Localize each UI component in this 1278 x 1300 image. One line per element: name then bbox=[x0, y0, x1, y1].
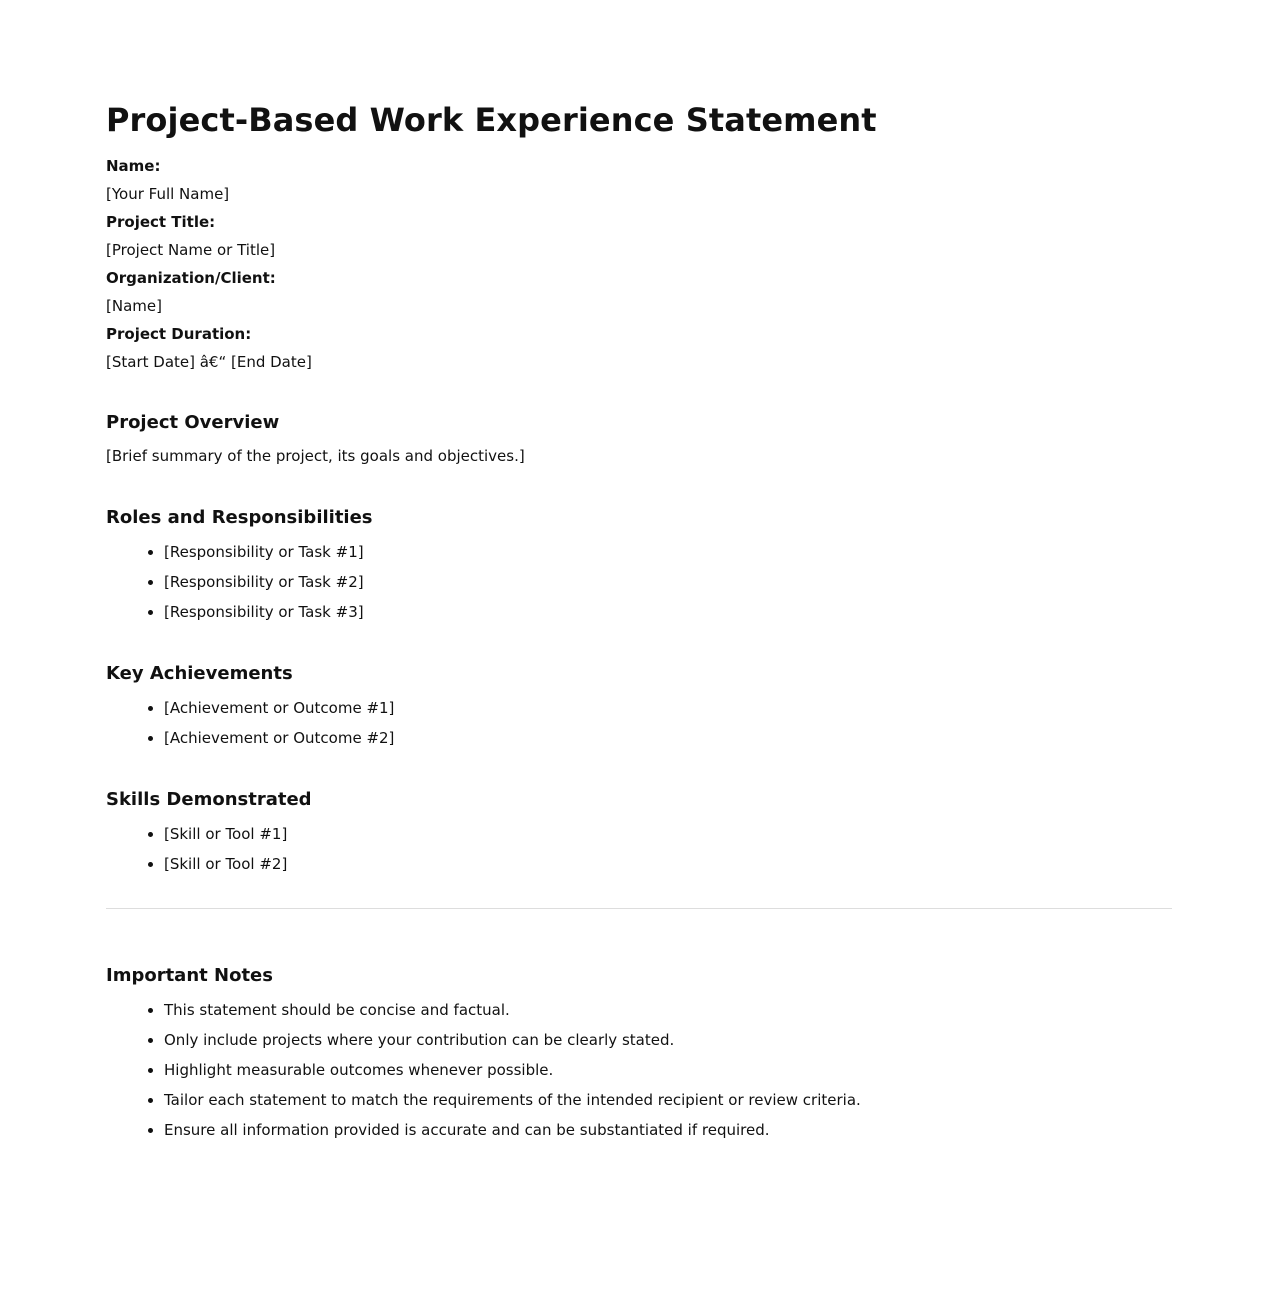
list-item: • Highlight measurable outcomes whenever possible. bbox=[164, 1060, 1172, 1080]
field-project-title bbox=[106, 212, 1172, 260]
section-overview bbox=[106, 411, 1172, 466]
notes-list bbox=[106, 1000, 1172, 1140]
section-skills bbox=[106, 788, 1172, 874]
section-achievements bbox=[106, 662, 1172, 748]
page-title: Project-Based Work Experience Statement bbox=[106, 101, 877, 139]
list-item: • [Achievement or Outcome #2] bbox=[164, 728, 1172, 748]
achievements-list bbox=[106, 698, 1172, 748]
list-item: • This statement should be concise and factual. bbox=[164, 1000, 1172, 1020]
list-item: • [Skill or Tool #1] bbox=[164, 824, 1172, 844]
overview-text: [Brief summary of the project, its goals and objectives.] bbox=[106, 447, 525, 465]
roles-list bbox=[106, 542, 1172, 622]
skills-list bbox=[106, 824, 1172, 874]
section-heading: Key Achievements bbox=[106, 663, 293, 684]
field-label: Project Title: bbox=[106, 213, 216, 231]
field-label: Organization/Client: bbox=[106, 269, 276, 287]
section-heading: Important Notes bbox=[106, 965, 273, 986]
field-value: [Name] bbox=[106, 297, 162, 315]
list-item: • Ensure all information provided is accurate and can be substantiated if required. bbox=[164, 1120, 1172, 1140]
field-name bbox=[106, 156, 1172, 204]
list-item: • Tailor each statement to match the requirements of the intended recipient or review criteria. bbox=[164, 1090, 1172, 1110]
section-heading: Skills Demonstrated bbox=[106, 789, 312, 810]
field-value: [Start Date] â€“ [End Date] bbox=[106, 353, 312, 371]
field-value: [Your Full Name] bbox=[106, 185, 230, 203]
divider bbox=[106, 908, 1172, 909]
field-duration bbox=[106, 324, 1172, 372]
field-value: [Project Name or Title] bbox=[106, 241, 276, 259]
section-notes bbox=[106, 964, 1172, 1140]
field-label: Name: bbox=[106, 157, 161, 175]
list-item: • Only include projects where your contribution can be clearly stated. bbox=[164, 1030, 1172, 1050]
field-label: Project Duration: bbox=[106, 325, 252, 343]
list-item: • [Responsibility or Task #2] bbox=[164, 572, 1172, 592]
list-item: • [Achievement or Outcome #1] bbox=[164, 698, 1172, 718]
list-item: • [Responsibility or Task #1] bbox=[164, 542, 1172, 562]
section-heading: Roles and Responsibilities bbox=[106, 507, 373, 528]
list-item: • [Responsibility or Task #3] bbox=[164, 602, 1172, 622]
field-organization bbox=[106, 268, 1172, 316]
list-item: • [Skill or Tool #2] bbox=[164, 854, 1172, 874]
section-heading: Project Overview bbox=[106, 412, 280, 433]
header-fields bbox=[106, 156, 1172, 372]
section-roles bbox=[106, 506, 1172, 622]
